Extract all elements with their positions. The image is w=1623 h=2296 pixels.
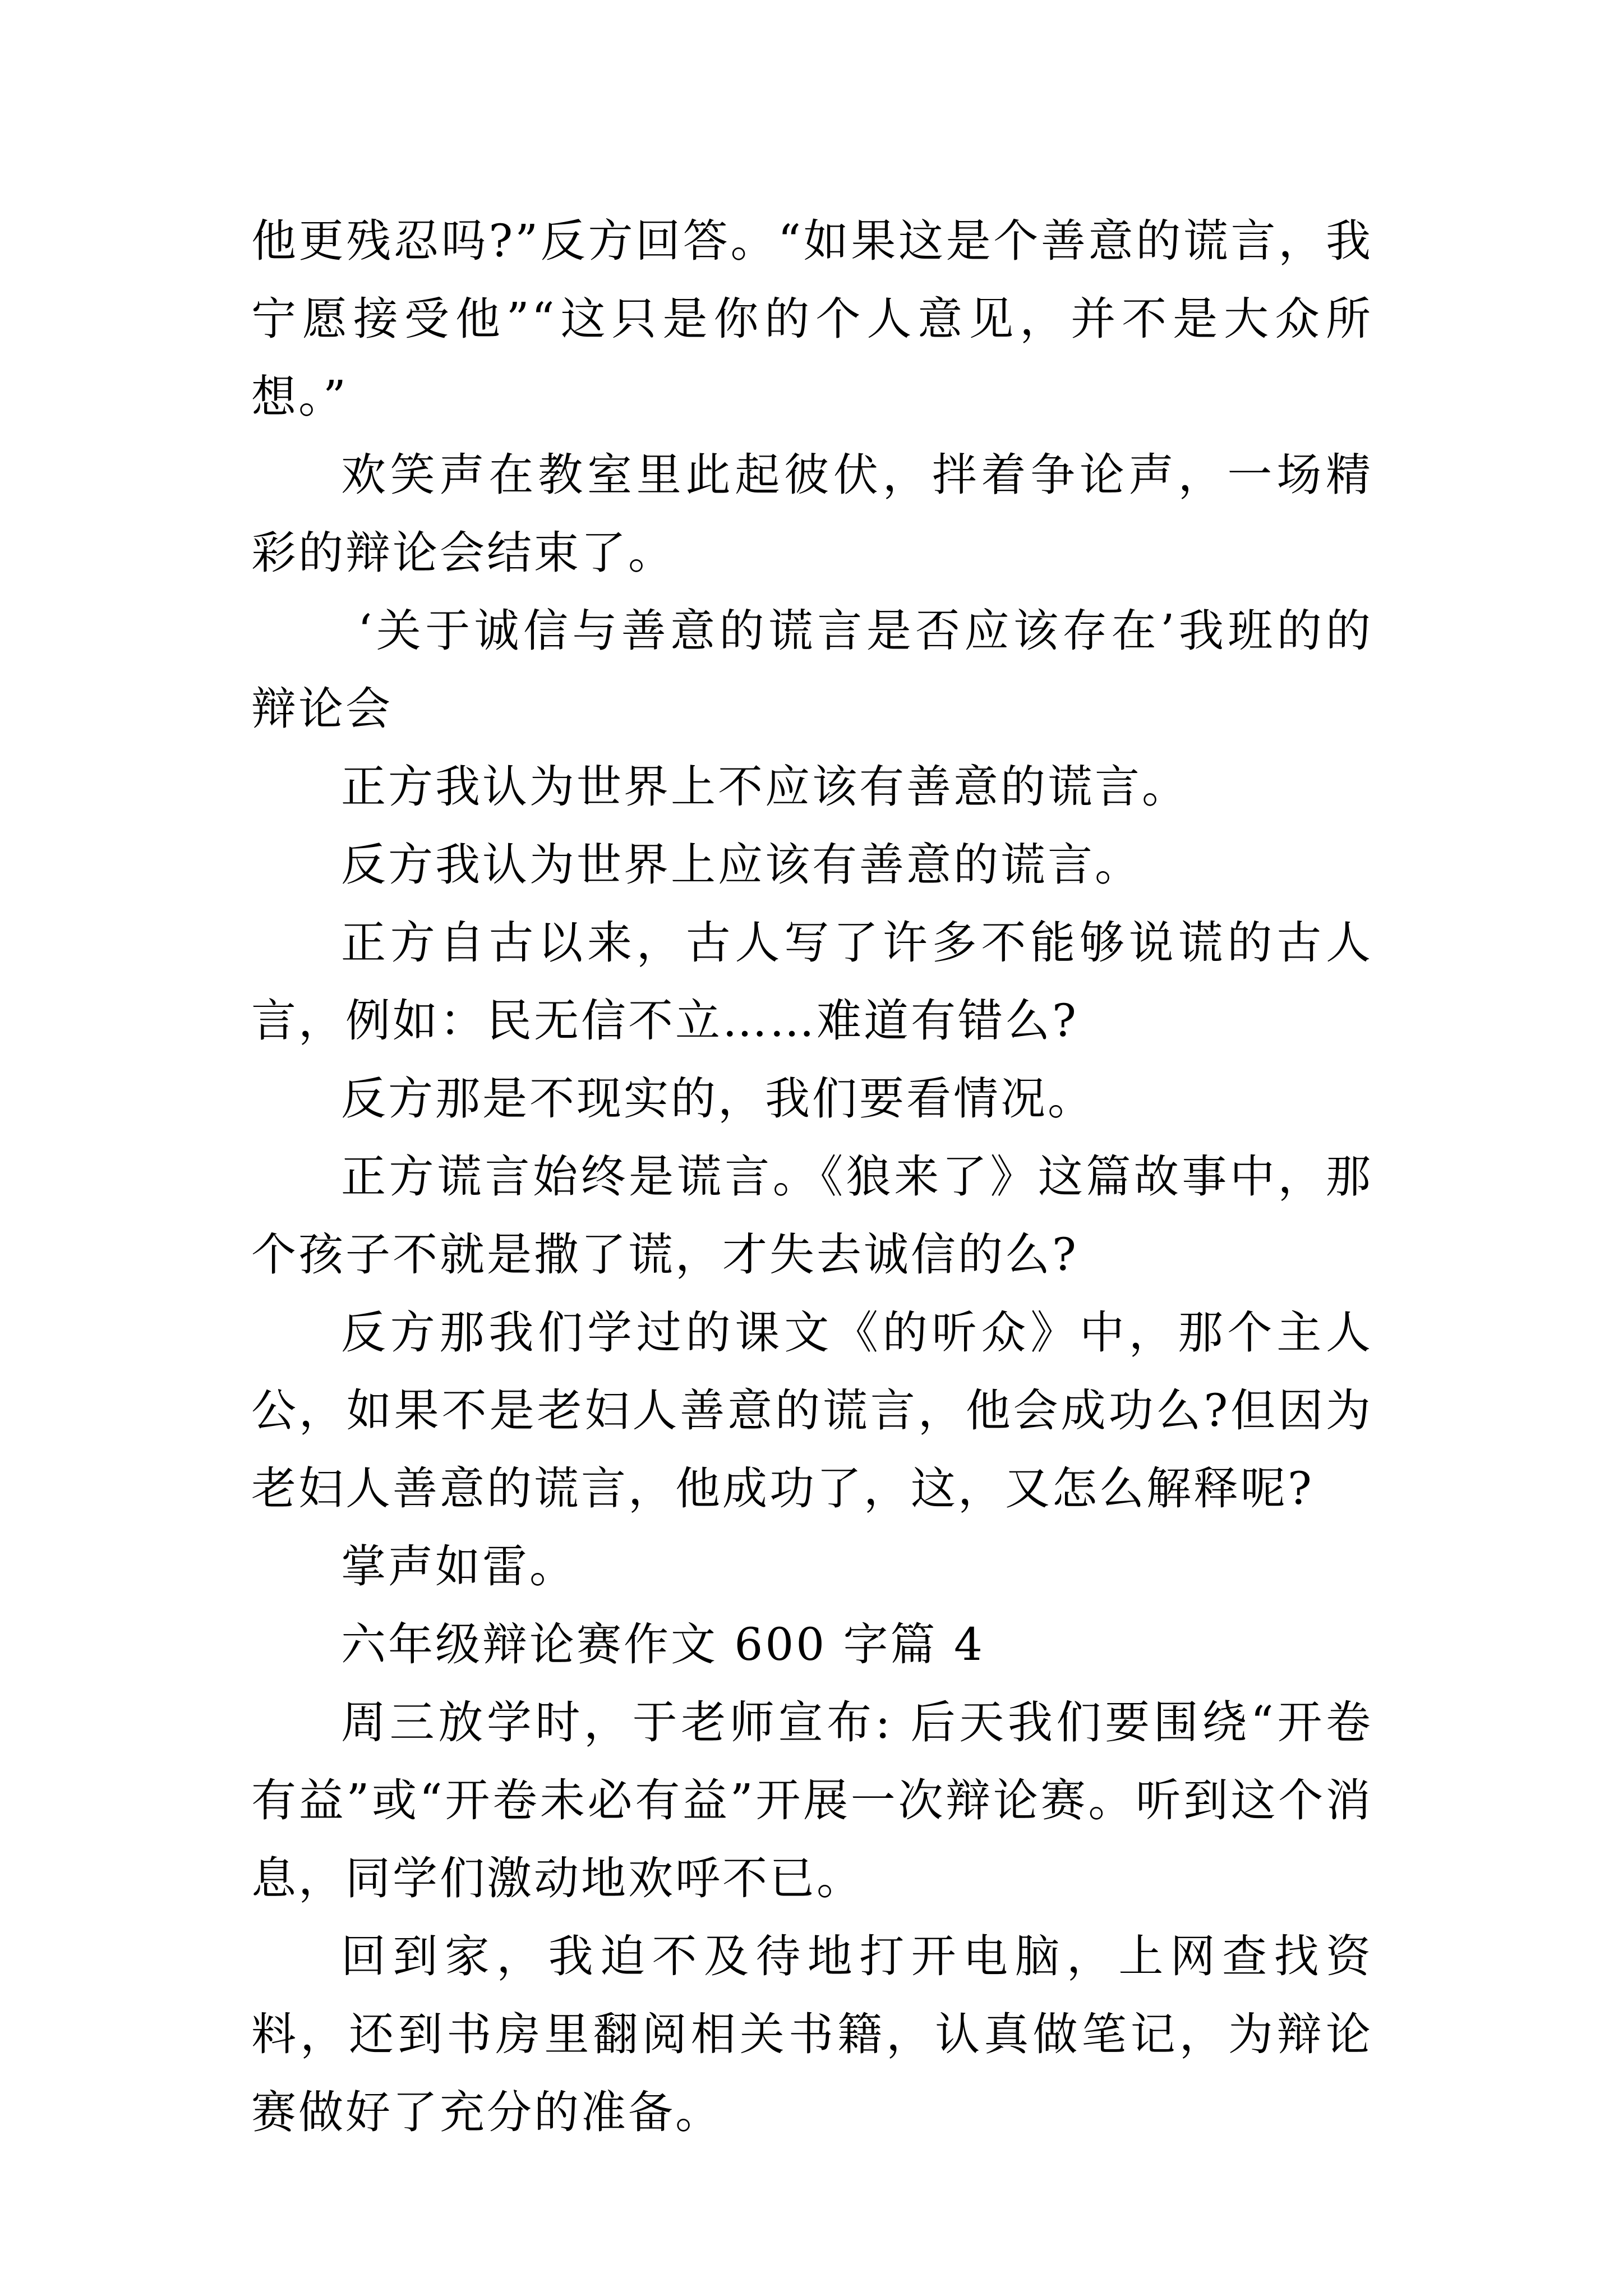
paragraph-7: 反方那是不现实的，我们要看情况。 — [341, 1073, 1095, 1125]
paragraph-13: 回到家，我迫不及待地打开电脑，上网查找资料，还到书房里翻阅相关书籍，认真做笔记，为辩论赛做好了充分的准备。 — [251, 1930, 1373, 2138]
paragraph-3-topic-heading: ‘关于诚信与善意的谎言是否应该存在’我班的的辩论会 — [251, 605, 1373, 735]
paragraph-8: 正方谎言始终是谎言。《狼来了》这篇故事中，那个孩子不就是撒了谎，才失去诚信的么? — [251, 1151, 1373, 1281]
paragraph-12: 周三放学时，于老师宣布: 后天我们要围绕“开卷有益”或“开卷未必有益”开展一次辩论赛。听到这个消息，同学们激动地欢呼不已。 — [251, 1696, 1373, 1904]
paragraph-6: 正方自古以来，古人写了许多不能够说谎的古人言，例如：民无信不立……难道有错么? — [251, 917, 1373, 1047]
paragraph-1: 他更残忍吗?”反方回答。“如果这是个善意的谎言，我宁愿接受他”“这只是你的个人意见，并不是大众所想。” — [251, 215, 1373, 423]
paragraph-2: 欢笑声在教室里此起彼伏，拌着争论声，一场精彩的辩论会结束了。 — [251, 449, 1373, 579]
section-heading: 六年级辩论赛作文 600 字篇 4 — [341, 1618, 985, 1671]
document-body — [251, 202, 1373, 2151]
paragraph-5: 反方我认为世界上应该有善意的谎言。 — [341, 839, 1142, 891]
paragraph-9: 反方那我们学过的课文《的听众》中，那个主人公，如果不是老妇人善意的谎言，他会成功么?但因为老妇人善意的谎言，他成功了，这，又怎么解释呢? — [251, 1306, 1373, 1515]
paragraph-10: 掌声如雷。 — [341, 1540, 577, 1593]
paragraph-4: 正方我认为世界上不应该有善意的谎言。 — [341, 761, 1189, 813]
